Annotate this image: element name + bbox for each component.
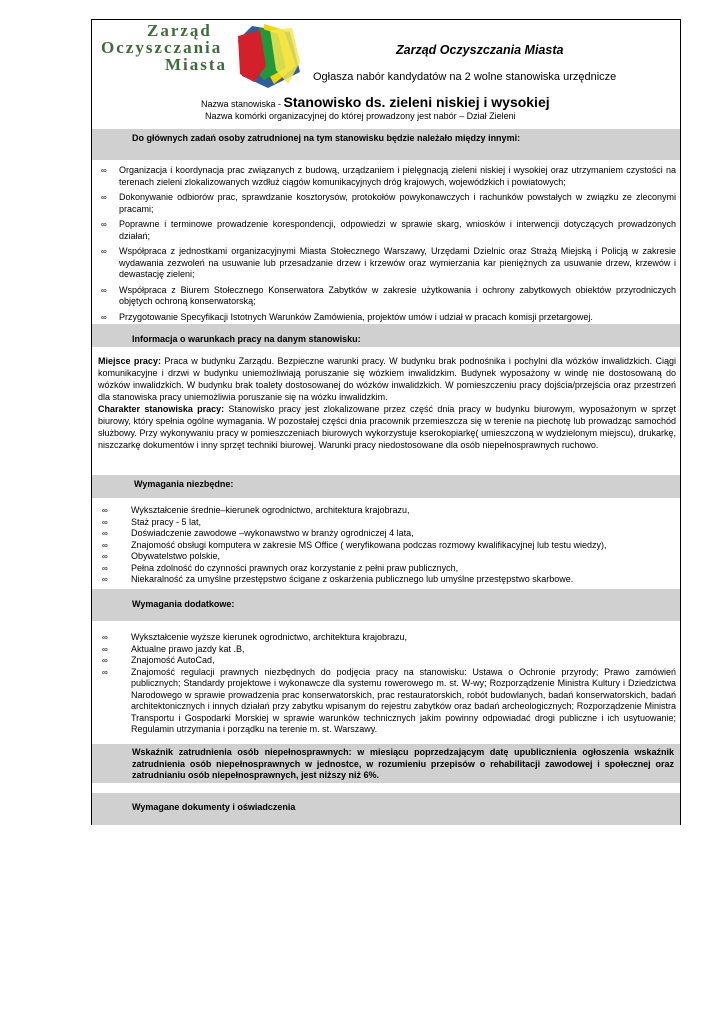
- list-item: ∞ Znajomość obsługi komputera w zakresie MS Office ( weryfikowana podczas rozmowy kwalifikacyjnej lub testu wiedzy),: [102, 539, 607, 550]
- logo: [101, 22, 306, 94]
- tasks-heading: Do głównych zadań osoby zatrudnionej na tym stanowisku będzie należało między innymi:: [132, 133, 521, 143]
- list-item: ∞ Znajomość AutoCad,: [102, 655, 215, 665]
- list-item: ∞ Znajomość regulacji prawnych niezbędnych do podjęcia pracy na stanowisku: Ustawa o Ochronie przyrody; Prawo zamówień publicznych; Standardy projektowe i wykonawcze dla systemu rowerowego m. st. W-wy; Rozporządzenie Ministra Kultury i Dziedzictwa Narodowego w sprawie prowadzenia prac konserwatorskich, prac restauratorskich, robót budowlanych, badań konserwatorskich, badań architektonicznych i innych działań przy zabytku wpisanym do rejestru zabytków oraz badań archeologicznych; Rozporządzenie Ministra Transportu i Gospodarki Morskiej w sprawie warunków technicznych jakim powinny odpowiadać drogi publiczne i ich usytuowanie; Regulamin utrzymania i porządku na terenie m. st. Warszawy.: [102, 666, 676, 734]
- bullet-icon: ∞: [101, 220, 107, 229]
- list-item: ∞ Pełna zdolność do czynności prawnych oraz korzystanie z pełni praw publicznych,: [102, 562, 459, 573]
- conditions-text: [98, 355, 676, 451]
- place-label: Miejsce pracy:: [98, 356, 161, 366]
- bullet-icon: ∞: [101, 285, 107, 295]
- header-subtitle: Ogłasza nabór kandydatów na 2 wolne stanowiska urzędnicze: [313, 71, 617, 83]
- list-item: ∞ Wykształcenie wyższe kierunek ogrodnictwo, architektura krajobrazu,: [102, 632, 408, 642]
- unit-line: Nazwa komórki organizacyjnej do której prowadzony jest nabór – Dział Zieleni: [205, 111, 516, 121]
- additional-heading: Wymagania dodatkowe:: [132, 599, 235, 609]
- bullet-icon: ∞: [101, 312, 107, 322]
- conditions-heading: Informacja o warunkach pracy na danym stanowisku:: [132, 334, 361, 344]
- list-item: ∞ Współpraca z Biurem Stołecznego Konserwatora Zabytków w zakresie użytkowania i ochrony zabytkowych obiektów przyrodniczych objętych ochroną konserwatorską;: [101, 284, 676, 306]
- tasks-list: [92, 165, 680, 327]
- list-item: ∞ Organizacja i koordynacja prac związanych z budową, urządzaniem i pielęgnacją zieleni niskiej i wysokiej oraz utrzymaniem czystości na terenach zieleni zlokalizowanych wzdłuż ciągów komunikacyjnych dróg krajowych, wojewódzkich i powiatowych;: [101, 165, 676, 187]
- required-heading-band: [92, 475, 680, 498]
- bullet-icon: ∞: [102, 506, 108, 515]
- character-text: Stanowisko pracy jest zlokalizowane przez część dnia pracy w budynku biurowym, wyposażonym w sprzęt biurowy, który spełnia ogólne wymagania. W pozostałej części dnia pracownik przemieszcza się w terenie na piechotę lub prowadząc samochód służbowy. Przy wykonywaniu pracy w pomieszczeniach biurowych wykorzystuje kserokopiarkę( umieszczoną w wydzielonym miejscu), drukarkę, niszczarkę dokumentów i inny sprzęt techniki biurowej. Warunki pracy niedostosowane dla osób niepełnosprawnych ruchowo.: [98, 404, 676, 450]
- bullet-icon: ∞: [102, 540, 108, 550]
- indicator-text: Wskaźnik zatrudnienia osób niepełnosprawnych: w miesiącu poprzedzającym datę upublicznienia ogłoszenia wskaźnik zatrudnienia osób niepełnosprawnych w jednostce, w rozumieniu przepisów o rehabilitacji zawodowej i społecznej oraz zatrudnianiu osób niepełnosprawnych, jest niższy niż 6%.: [132, 747, 674, 780]
- logo-text: [101, 22, 241, 73]
- header-title: Zarząd Oczyszczania Miasta: [396, 43, 564, 57]
- list-item: ∞ Aktualne prawo jazdy kat .B,: [102, 643, 245, 654]
- bullet-icon: ∞: [102, 552, 108, 561]
- bullet-icon: ∞: [101, 193, 107, 202]
- required-heading: Wymagania niezbędne:: [134, 479, 234, 489]
- bullet-icon: ∞: [102, 656, 108, 665]
- tasks-heading-band: [92, 129, 680, 160]
- logo-line-3: Miasta: [165, 55, 228, 74]
- additional-list: [92, 632, 680, 736]
- bullet-icon: ∞: [102, 644, 108, 654]
- position-prefix: Nazwa stanowiska -: [201, 99, 284, 109]
- character-label: Charakter stanowiska pracy:: [98, 404, 225, 414]
- bullet-icon: ∞: [102, 529, 108, 538]
- bullet-icon: ∞: [102, 517, 108, 527]
- list-item: ∞ Obywatelstwo polskie,: [102, 551, 221, 561]
- logo-emblem-icon: [234, 22, 306, 94]
- position-line: [201, 94, 550, 110]
- conditions-heading-band: [92, 324, 680, 347]
- list-item: ∞ Niekaralność za umyślne przestępstwo ścigane z oskarżenia publicznego lub umyślne przestępstwo skarbowe.: [102, 574, 574, 584]
- bullet-icon: ∞: [101, 247, 107, 256]
- bullet-icon: ∞: [102, 633, 108, 642]
- list-item: ∞ Staż pracy - 5 lat,: [102, 516, 202, 527]
- bullet-icon: ∞: [101, 166, 107, 175]
- list-item: ∞ Dokonywanie odbiorów prac, sprawdzanie kosztorysów, protokołów powykonawczych i rachunków powstałych w związku ze zleconymi pracami;: [101, 192, 676, 214]
- bullet-icon: ∞: [102, 667, 108, 677]
- list-item: ∞ Współpraca z jednostkami organizacyjnymi Miasta Stołecznego Warszawy, Urzędami Dzielnic oraz Strażą Miejską i Policją w zakresie wydawania zezwoleń na usuwanie lub przesadzanie drzew i krzewów oraz wymierzania kar pieniężnych za usuwanie drzew, krzewów i dewastację zieleni;: [101, 246, 676, 279]
- bullet-icon: ∞: [102, 563, 108, 573]
- position-name: Stanowisko ds. zieleni niskiej i wysokiej: [283, 94, 550, 110]
- list-item: ∞ Wykształcenie średnie–kierunek ogrodnictwo, architektura krajobrazu,: [102, 505, 410, 515]
- logo-line-2: Oczyszczania: [101, 38, 223, 57]
- additional-heading-band: [92, 589, 680, 621]
- indicator-band: [92, 744, 680, 783]
- list-item: ∞ Poprawne i terminowe prowadzenie korespondencji, odpowiedzi w sprawie skarg, wniosków i interwencji dotyczących prowadzonych działań;: [101, 219, 676, 241]
- list-item: ∞ Przygotowanie Specyfikacji Istotnych Warunków Zamówienia, projektów umów i udział w pracach komisji przetargowej.: [101, 311, 593, 322]
- bullet-icon: ∞: [102, 575, 108, 584]
- place-text: Praca w budynku Zarządu. Bezpieczne warunki pracy. W budynku brak podnośnika i pochylni dla wózków inwalidzkich. Ciągi komunikacyjne i drzwi w budynku uniemożliwiają poruszanie się wózkiem inwalidzkim. Budynek wyposażony w windę nie dostosowaną do wózków inwalidzkich. W budynku brak toalety dostosowanej do wózków inwalidzkich. W pomieszczeniu pracy dojścia/przejścia oraz przestrzeń dla stanowiska pracy uniemożliwia poruszanie się na wózku inwalidzkim.: [98, 356, 676, 402]
- documents-heading-band: [92, 793, 680, 825]
- logo-line-1: Zarząd: [147, 21, 212, 40]
- required-list: [92, 505, 680, 586]
- documents-heading: Wymagane dokumenty i oświadczenia: [132, 802, 296, 812]
- list-item: ∞ Doświadczenie zawodowe –wykonawstwo w branży ogrodniczej 4 lata,: [102, 528, 414, 538]
